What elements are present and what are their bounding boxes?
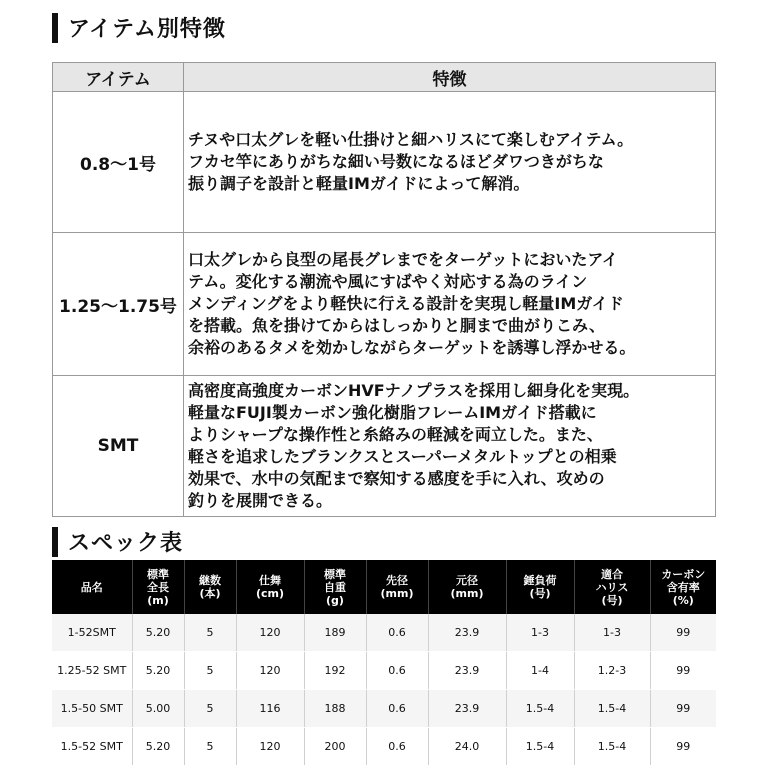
spec-header-line: 含有率 bbox=[666, 580, 700, 594]
feature-item-label: 0.8〜1号 bbox=[53, 92, 184, 233]
feature-line: 軽量なFUJI製カーボン強化樹脂フレームIMガイド搭載に bbox=[188, 403, 597, 422]
feature-item-label: SMT bbox=[53, 376, 184, 517]
spec-header-line: (cm) bbox=[255, 587, 285, 600]
spec-cell: 188 bbox=[304, 690, 366, 728]
spec-cell: 0.6 bbox=[366, 614, 428, 652]
spec-cell: 1.5-52 SMT bbox=[52, 728, 132, 766]
spec-cell: 5.20 bbox=[132, 652, 184, 690]
spec-cell: 1.5-4 bbox=[574, 728, 650, 766]
spec-header-butt-diameter bbox=[428, 560, 506, 614]
feature-line: チヌや口太グレを軽い仕掛けと細ハリスにて楽しむアイテム。 bbox=[188, 130, 634, 149]
feature-description bbox=[184, 92, 716, 233]
feature-line: 振り調子を設計と軽量IMガイドによって解消。 bbox=[188, 174, 530, 193]
spec-header-line: 自重 bbox=[324, 580, 346, 594]
spec-header-line: (%) bbox=[672, 593, 694, 607]
spec-cell: 99 bbox=[650, 614, 716, 652]
spec-cell: 5.20 bbox=[132, 614, 184, 652]
spec-cell: 120 bbox=[236, 728, 304, 766]
feature-line: を搭載。魚を掛けてからはしっかりと胴まで曲がりこみ、 bbox=[188, 316, 605, 335]
spec-cell: 23.9 bbox=[428, 690, 506, 728]
spec-header-line: 仕舞 bbox=[259, 574, 281, 587]
feature-line: フカセ竿にありがちな細い号数になるほどダワつきがちな bbox=[188, 152, 604, 171]
spec-cell: 5.00 bbox=[132, 690, 184, 728]
spec-header-name bbox=[52, 560, 132, 614]
features-header-item: アイテム bbox=[53, 63, 184, 92]
features-header-feature: 特徴 bbox=[184, 63, 716, 92]
spec-cell: 1.25-52 SMT bbox=[52, 652, 132, 690]
heading-bar bbox=[52, 527, 58, 557]
feature-line: 余裕のあるタメを効かしながらターゲットを誘導し浮かせる。 bbox=[188, 338, 636, 357]
spec-cell: 5 bbox=[184, 652, 236, 690]
spec-cell: 5 bbox=[184, 690, 236, 728]
features-section-title: アイテム別特徴 bbox=[68, 17, 226, 42]
spec-cell: 99 bbox=[650, 652, 716, 690]
spec-cell: 1-52SMT bbox=[52, 614, 132, 652]
spec-cell: 1.5-4 bbox=[574, 690, 650, 728]
feature-line: よりシャープな操作性と糸絡みの軽減を両立した。また、 bbox=[188, 425, 603, 444]
spec-header-line: 品名 bbox=[80, 580, 103, 594]
spec-header-line: (号) bbox=[601, 593, 623, 607]
feature-line: 軽さを追求したブランクスとスーパーメタルトップとの相乗 bbox=[188, 447, 617, 466]
spec-cell: 23.9 bbox=[428, 652, 506, 690]
spec-cell: 189 bbox=[304, 614, 366, 652]
spec-cell: 1.2-3 bbox=[574, 652, 650, 690]
spec-header-line: 適合 bbox=[601, 567, 623, 581]
spec-header-line: (mm) bbox=[450, 587, 484, 600]
feature-description bbox=[184, 233, 716, 376]
feature-description bbox=[184, 376, 716, 517]
spec-header-line: (本) bbox=[199, 587, 221, 600]
features-row bbox=[53, 233, 716, 376]
spec-cell: 5 bbox=[184, 614, 236, 652]
feature-line: メンディングをより軽快に行える設計を実現し軽量IMガイド bbox=[188, 294, 624, 313]
spec-cell: 1-3 bbox=[506, 614, 574, 652]
spec-header-weight bbox=[304, 560, 366, 614]
spec-cell: 23.9 bbox=[428, 614, 506, 652]
spec-header-row bbox=[52, 560, 716, 614]
features-row bbox=[53, 376, 716, 517]
spec-row bbox=[52, 690, 716, 728]
spec-row bbox=[52, 728, 716, 766]
features-section-heading bbox=[52, 12, 226, 43]
spec-header-sections bbox=[184, 560, 236, 614]
spec-section-heading bbox=[52, 526, 183, 557]
spec-header-line: 全長 bbox=[147, 580, 169, 594]
spec-cell: 99 bbox=[650, 728, 716, 766]
feature-line: テム。変化する潮流や風にすばやく対応する為のライン bbox=[188, 272, 588, 291]
feature-line: 釣りを展開できる。 bbox=[188, 491, 333, 510]
spec-cell: 120 bbox=[236, 652, 304, 690]
spec-cell: 192 bbox=[304, 652, 366, 690]
features-row bbox=[53, 92, 716, 233]
spec-cell: 1-4 bbox=[506, 652, 574, 690]
spec-cell: 1-3 bbox=[574, 614, 650, 652]
spec-cell: 200 bbox=[304, 728, 366, 766]
spec-header-carbon bbox=[650, 560, 716, 614]
spec-row bbox=[52, 614, 716, 652]
spec-header-line: 錘負荷 bbox=[523, 574, 557, 587]
spec-table bbox=[52, 560, 716, 766]
spec-cell: 5 bbox=[184, 728, 236, 766]
spec-cell: 0.6 bbox=[366, 690, 428, 728]
heading-bar bbox=[52, 13, 58, 43]
spec-header-sinker-load bbox=[506, 560, 574, 614]
spec-cell: 5.20 bbox=[132, 728, 184, 766]
spec-cell: 24.0 bbox=[428, 728, 506, 766]
spec-header-line: 継数 bbox=[199, 574, 221, 587]
spec-cell: 1.5-50 SMT bbox=[52, 690, 132, 728]
spec-row bbox=[52, 652, 716, 690]
spec-header-line: 元径 bbox=[456, 574, 478, 587]
features-table bbox=[52, 62, 716, 517]
spec-cell: 116 bbox=[236, 690, 304, 728]
spec-section-title: スペック表 bbox=[68, 531, 184, 556]
spec-header-harris bbox=[574, 560, 650, 614]
spec-header-line: ハリス bbox=[595, 580, 629, 594]
spec-header-line: (号) bbox=[529, 587, 551, 600]
feature-line: 口太グレから良型の尾長グレまでをターゲットにおいたアイ bbox=[188, 250, 618, 269]
feature-line: 効果で、水中の気配まで察知する感度を手に入れ、攻めの bbox=[188, 469, 605, 488]
spec-cell: 0.6 bbox=[366, 728, 428, 766]
spec-cell: 1.5-4 bbox=[506, 728, 574, 766]
spec-cell: 1.5-4 bbox=[506, 690, 574, 728]
spec-cell: 99 bbox=[650, 690, 716, 728]
features-header-row bbox=[53, 63, 716, 92]
spec-header-line: (m) bbox=[147, 593, 169, 607]
spec-header-line: (mm) bbox=[380, 587, 414, 600]
feature-line: 高密度高強度カーボンHVFナノプラスを採用し細身化を実現。 bbox=[188, 381, 640, 400]
spec-header-line: 標準 bbox=[324, 567, 346, 581]
spec-header-length bbox=[132, 560, 184, 614]
spec-cell: 120 bbox=[236, 614, 304, 652]
spec-header-line: 先径 bbox=[386, 574, 408, 587]
spec-header-line: 標準 bbox=[147, 567, 169, 581]
spec-header-closed-length bbox=[236, 560, 304, 614]
spec-header-line: カーボン bbox=[661, 567, 706, 581]
spec-header-line: (g) bbox=[326, 593, 344, 607]
spec-header-tip-diameter bbox=[366, 560, 428, 614]
feature-item-label: 1.25〜1.75号 bbox=[53, 233, 184, 376]
spec-cell: 0.6 bbox=[366, 652, 428, 690]
